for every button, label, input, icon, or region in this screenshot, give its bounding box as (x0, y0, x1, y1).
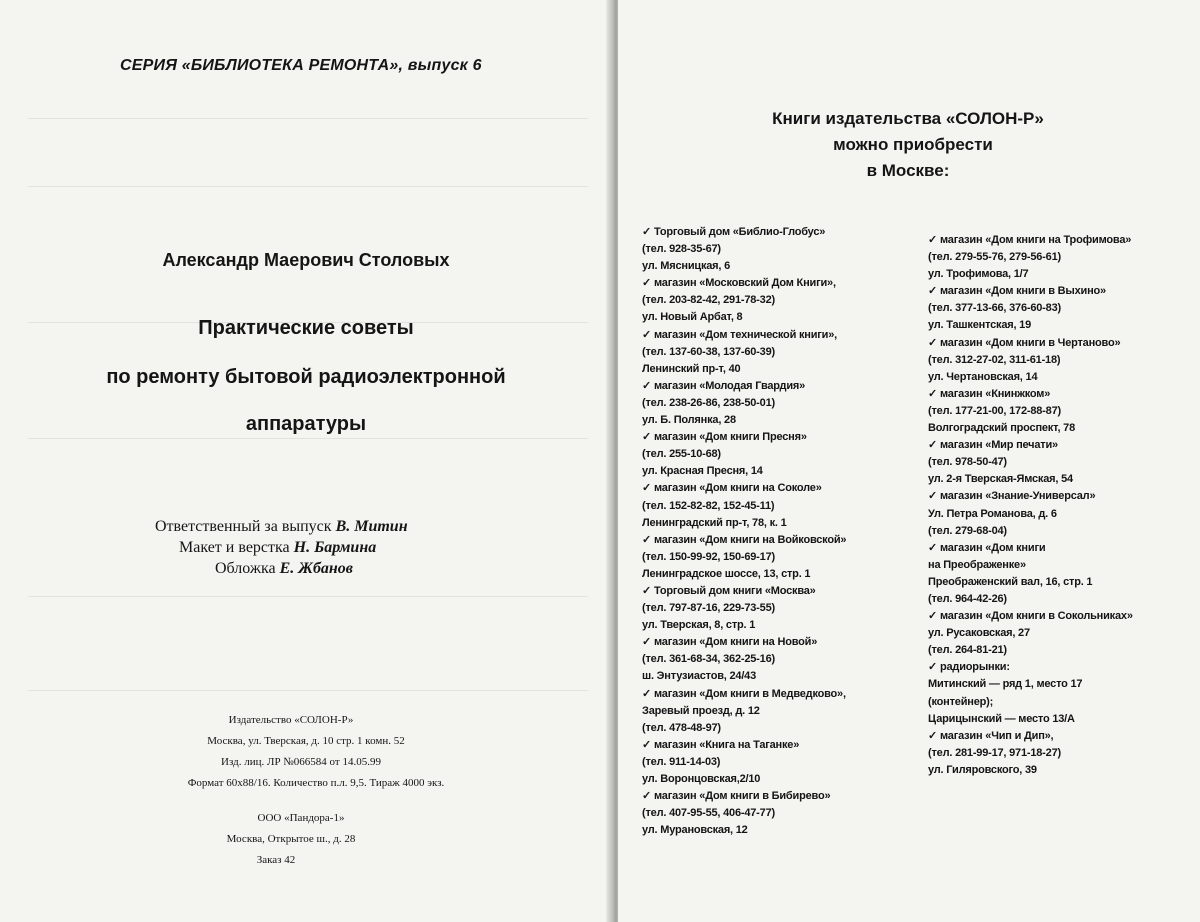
store-entry (642, 378, 922, 429)
store-text: (тел. 797-87-16, 229-73-55) (642, 602, 775, 615)
store-text: Ленинградское шоссе, 13, стр. 1 (642, 567, 811, 580)
store-name (642, 583, 922, 600)
series-title: СЕРИЯ «БИБЛИОТЕКА РЕМОНТА», выпуск 6 (120, 57, 482, 74)
store-entry (642, 583, 922, 634)
store-detail (642, 463, 922, 480)
store-detail (928, 745, 1190, 762)
store-detail (642, 395, 922, 412)
store-text: (тел. 264-81-21) (928, 644, 1007, 657)
store-entry (928, 335, 1190, 386)
store-name (928, 283, 1190, 300)
store-text: магазин «Дом книги в Бибирево» (654, 790, 831, 803)
store-name (642, 327, 922, 344)
store-entry (928, 608, 1190, 659)
store-text: Волгоградский проспект, 78 (928, 422, 1076, 435)
store-text: магазин «Дом книги на Трофимова» (940, 234, 1132, 246)
checkmark-icon: ✓ (928, 336, 938, 349)
store-detail (928, 471, 1190, 488)
store-entry (642, 532, 922, 583)
checkmark-icon: ✓ (642, 482, 652, 495)
show-through-line (28, 596, 588, 597)
checkmark-icon: ✓ (928, 729, 938, 742)
store-text: ул. Б. Полянка, 28 (642, 414, 736, 427)
store-text: магазин «Дом книги в Выхино» (940, 285, 1106, 298)
store-text: ул. Мурановская, 12 (642, 824, 748, 837)
store-entry (642, 480, 922, 531)
store-text: Ул. Петра Романова, д. 6 (928, 507, 1057, 520)
checkmark-icon: ✓ (928, 234, 938, 246)
store-text: (тел. 928-35-67) (642, 243, 721, 256)
store-detail (642, 703, 922, 720)
imprint-block (0, 710, 612, 871)
store-text: на Преображенке» (928, 558, 1026, 571)
store-entry (642, 634, 922, 685)
store-detail (642, 292, 922, 309)
store-detail (642, 549, 922, 566)
store-entry (642, 224, 922, 275)
store-detail (928, 625, 1190, 642)
store-detail (642, 651, 922, 668)
store-text: магазин «Дом книги в Медведково», (654, 687, 846, 700)
store-text: Ленинградский пр-т, 78, к. 1 (642, 516, 787, 529)
store-detail (928, 676, 1190, 693)
credit-label: Ответственный за выпуск (155, 518, 332, 535)
store-text: (тел. 377-13-66, 376-60-83) (928, 302, 1061, 315)
store-detail (642, 566, 922, 583)
store-detail (928, 266, 1190, 283)
imprint-order: Заказ 42 (256, 854, 296, 866)
store-text: магазин «Книнжком» (940, 387, 1051, 400)
author-name: Александр Маерович Столовых (162, 250, 450, 270)
store-text: ш. Энтузиастов, 24/43 (642, 670, 757, 683)
credit-person: В. Митин (335, 518, 408, 535)
store-entry (928, 728, 1190, 779)
book-title-line-3: аппаратуры (245, 413, 367, 435)
store-text: магазин «Книга на Таганке» (654, 738, 800, 751)
store-detail (928, 523, 1190, 540)
store-name (928, 540, 1190, 557)
store-text: ул. 2-я Тверская-Ямская, 54 (928, 473, 1073, 486)
store-name (928, 659, 1190, 676)
store-text: (тел. 203-82-42, 291-78-32) (642, 294, 775, 307)
store-text: магазин «Дом книги в Чертаново» (940, 336, 1121, 349)
checkmark-icon: ✓ (928, 610, 938, 623)
store-text: магазин «Молодая Гвардия» (654, 379, 806, 392)
store-text: (контейнер); (928, 695, 994, 708)
imprint-publisher-address: Москва, ул. Тверская, д. 10 стр. 1 комн. 52 (207, 735, 405, 747)
store-text: (тел. 238-26-86, 238-50-01) (642, 396, 775, 409)
store-detail (642, 515, 922, 532)
store-name (928, 728, 1190, 745)
checkmark-icon: ✓ (642, 790, 652, 803)
imprint-printer-address: Москва, Открытое ш., д. 28 (226, 833, 356, 845)
store-text: (тел. 279-55-76, 279-56-61) (928, 251, 1061, 264)
store-text: магазин «Дом технической книги», (654, 328, 838, 341)
store-detail (928, 694, 1190, 711)
store-entry (642, 788, 922, 839)
store-list-column-1 (642, 224, 922, 839)
store-entry (928, 232, 1190, 283)
store-text: (тел. 152-82-82, 152-45-11) (642, 499, 775, 512)
store-text: (тел. 281-99-17, 971-18-27) (928, 746, 1061, 759)
store-text: (тел. 312-27-02, 311-61-18) (928, 353, 1061, 366)
store-detail (642, 361, 922, 378)
store-detail (928, 403, 1190, 420)
store-name (642, 737, 922, 754)
store-entry (642, 327, 922, 378)
checkmark-icon: ✓ (642, 379, 652, 392)
credit-label: Макет и верстка (179, 539, 290, 556)
store-detail (642, 771, 922, 788)
imprint-printer: ООО «Пандора-1» (257, 812, 345, 824)
store-name (928, 488, 1190, 505)
checkmark-icon: ✓ (928, 387, 938, 400)
show-through-line (28, 118, 588, 119)
store-text: Царицынский — место 13/А (928, 712, 1075, 725)
checkmark-icon: ✓ (642, 226, 652, 238)
store-detail (642, 822, 922, 839)
checkmark-icon: ✓ (928, 541, 938, 554)
imprint-spacer (0, 794, 612, 808)
credits-block (155, 516, 408, 579)
store-detail (928, 454, 1190, 471)
store-text: магазин «Дом книги (940, 541, 1046, 554)
store-name (928, 335, 1190, 352)
store-text: магазин «Дом книги на Соколе» (654, 482, 822, 495)
checkmark-icon: ✓ (642, 328, 652, 341)
store-text: ул. Трофимова, 1/7 (928, 268, 1029, 281)
store-detail (642, 241, 922, 258)
store-detail (928, 249, 1190, 266)
store-entry (642, 686, 922, 737)
store-detail (642, 617, 922, 634)
checkmark-icon: ✓ (928, 661, 938, 674)
checkmark-icon: ✓ (642, 738, 652, 751)
store-detail (928, 762, 1190, 779)
store-text: магазин «Знание-Универсал» (940, 490, 1096, 503)
store-text: ул. Новый Арбат, 8 (642, 311, 743, 324)
stores-heading-line-3: в Москве: (866, 161, 950, 180)
store-text: ул. Русаковская, 27 (928, 627, 1030, 640)
store-detail (642, 720, 922, 737)
checkmark-icon: ✓ (642, 687, 652, 700)
store-text: (тел. 978-50-47) (928, 456, 1007, 469)
store-text: магазин «Чип и Дип», (940, 729, 1054, 742)
store-text: (тел. 255-10-68) (642, 448, 721, 461)
store-detail (642, 600, 922, 617)
store-detail (928, 642, 1190, 659)
checkmark-icon: ✓ (928, 490, 938, 503)
store-detail (642, 344, 922, 361)
imprint-publisher: Издательство «СОЛОН-Р» (228, 714, 354, 726)
checkmark-icon: ✓ (642, 584, 652, 597)
store-detail (928, 557, 1190, 574)
store-entry (642, 429, 922, 480)
store-text: (тел. 478-48-97) (642, 721, 721, 734)
store-text: ул. Красная Пресня, 14 (642, 465, 763, 478)
store-detail (642, 754, 922, 771)
stores-heading (618, 106, 1198, 184)
store-detail (928, 369, 1190, 386)
store-name (642, 224, 922, 241)
store-text: магазин «Мир печати» (940, 439, 1058, 452)
store-text: (тел. 177-21-00, 172-88-87) (928, 404, 1061, 417)
store-text: магазин «Дом книги Пресня» (654, 431, 807, 444)
store-list-column-2 (928, 232, 1190, 779)
store-name (928, 386, 1190, 403)
imprint-format: Формат 60х88/16. Количество п.л. 9,5. Тираж 4000 экз. (187, 777, 445, 789)
checkmark-icon: ✓ (642, 533, 652, 546)
store-text: ул. Гиляровского, 39 (928, 763, 1037, 776)
store-text: магазин «Московский Дом Книги», (654, 277, 836, 290)
store-detail (642, 258, 922, 275)
store-entry (642, 275, 922, 326)
store-name (642, 634, 922, 651)
store-name (642, 532, 922, 549)
credit-label: Обложка (215, 560, 276, 577)
store-detail (928, 506, 1190, 523)
store-entry (928, 437, 1190, 488)
book-title-line-2: по ремонту бытовой радиоэлектронной (106, 366, 506, 388)
store-text: (тел. 137-60-38, 137-60-39) (642, 345, 775, 358)
store-text: (тел. 407-95-55, 406-47-77) (642, 807, 775, 820)
store-text: Преображенский вал, 16, стр. 1 (928, 575, 1093, 588)
store-text: ул. Чертановская, 14 (928, 370, 1038, 383)
store-detail (928, 352, 1190, 369)
checkmark-icon: ✓ (928, 439, 938, 452)
book-title-line-1: Практические советы (198, 317, 414, 339)
store-name (642, 480, 922, 497)
store-name (642, 429, 922, 446)
checkmark-icon: ✓ (642, 277, 652, 290)
store-text: (тел. 964-42-26) (928, 592, 1007, 605)
store-text: магазин «Дом книги в Сокольниках» (940, 610, 1133, 623)
credit-person: Н. Бармина (293, 539, 377, 556)
store-name (928, 608, 1190, 625)
credit-cover (155, 558, 408, 579)
show-through-line (28, 690, 588, 691)
show-through-line (28, 186, 588, 187)
store-text: Заревый проезд, д. 12 (642, 704, 760, 717)
store-name (642, 686, 922, 703)
store-detail (928, 711, 1190, 728)
store-text: ул. Ташкентская, 19 (928, 319, 1032, 332)
checkmark-icon: ✓ (928, 285, 938, 298)
imprint-license: Изд. лиц. ЛР №066584 от 14.05.99 (221, 756, 381, 768)
store-detail (642, 446, 922, 463)
store-text: Торговый дом книги «Москва» (654, 584, 816, 597)
store-detail (642, 498, 922, 515)
store-text: (тел. 150-99-92, 150-69-17) (642, 550, 775, 563)
stores-heading-line-1: Книги издательства «СОЛОН-Р» (772, 109, 1044, 128)
store-detail (928, 574, 1190, 591)
store-detail (642, 805, 922, 822)
store-text: ул. Воронцовская,2/10 (642, 773, 761, 785)
store-text: (тел. 911-14-03) (642, 755, 721, 768)
store-text: магазин «Дом книги на Войковской» (654, 533, 847, 546)
store-text: ул. Тверская, 8, стр. 1 (642, 619, 756, 632)
store-detail (642, 309, 922, 326)
store-text: ул. Мясницкая, 6 (642, 260, 731, 273)
store-name (928, 232, 1190, 249)
right-page (618, 0, 1200, 922)
store-name (642, 378, 922, 395)
store-detail (928, 317, 1190, 334)
store-text: Торговый дом «Библио-Глобус» (654, 226, 826, 238)
store-detail (642, 668, 922, 685)
checkmark-icon: ✓ (642, 431, 652, 444)
store-entry (928, 488, 1190, 539)
store-detail (928, 591, 1190, 608)
store-name (642, 788, 922, 805)
store-name (928, 437, 1190, 454)
store-detail (928, 300, 1190, 317)
store-text: Митинский — ряд 1, место 17 (928, 678, 1083, 691)
credit-editor (155, 516, 408, 537)
store-entry (928, 283, 1190, 334)
store-text: (тел. 361-68-34, 362-25-16) (642, 653, 775, 666)
credit-layout (155, 537, 408, 558)
store-name (642, 275, 922, 292)
store-entry (928, 659, 1190, 727)
store-text: Ленинский пр-т, 40 (642, 362, 741, 375)
store-text: радиорынки: (940, 661, 1010, 674)
store-entry (928, 540, 1190, 608)
show-through-line (28, 438, 588, 439)
store-text: (тел. 279-68-04) (928, 524, 1007, 537)
store-detail (928, 420, 1190, 437)
store-entry (928, 386, 1190, 437)
store-entry (642, 737, 922, 788)
checkmark-icon: ✓ (642, 636, 652, 649)
store-detail (642, 412, 922, 429)
credit-person: Е. Жбанов (279, 560, 353, 577)
store-text: магазин «Дом книги на Новой» (654, 636, 818, 649)
stores-heading-line-2: можно приобрести (833, 135, 993, 154)
